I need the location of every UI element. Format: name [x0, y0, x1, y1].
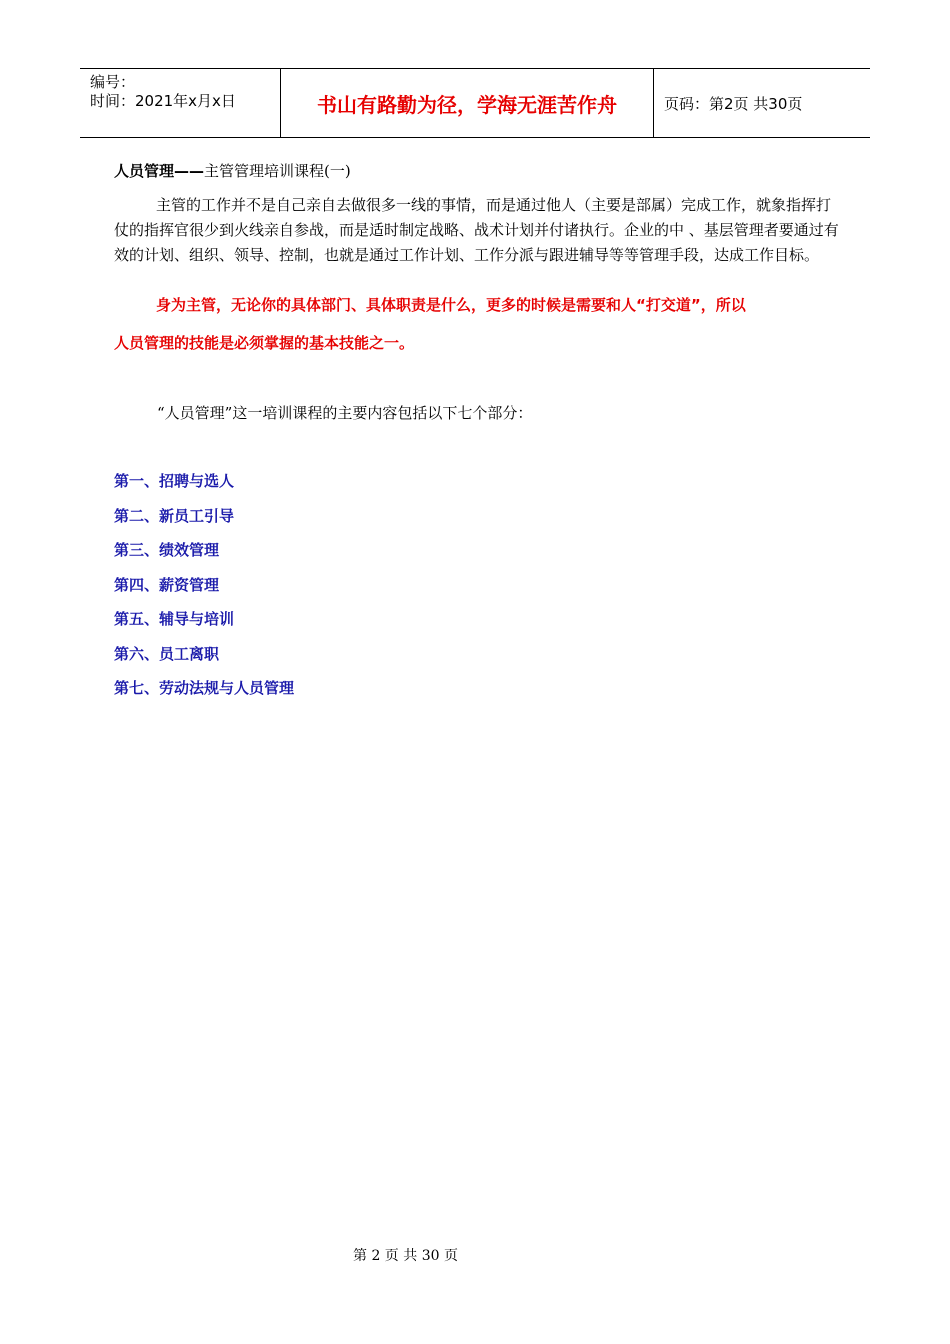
section-item: 第五、辅导与培训	[114, 610, 235, 628]
section-item: 第四、薪资管理	[114, 575, 220, 594]
section-item: 第六、员工离职	[114, 644, 220, 663]
header-motto: 书山有路勤为径，学海无涯苦作舟	[317, 92, 617, 117]
intro-paragraph: 主管的工作并不是自己亲自去做很多一线的事情，而是通过他人（主要是部属）完成工作，就象指挥打仗的指挥官很少到火线亲自参战，而是适时制定战略、战术计划并付诸执行。企业的中 、基层管理者要通过有效的计划、组织、领导、控制，也就是通过工作计划、工作分派与跟进辅导等等管理手段，达成工作目标。	[114, 196, 839, 264]
doc-title-bold: 人员管理——	[114, 162, 205, 180]
page-footer	[0, 1245, 950, 1265]
header-motto-cell	[281, 69, 654, 137]
header-page-info: 页码：第2页 共30页	[664, 94, 803, 113]
footer-page-number: 第 2 页 共 30 页	[353, 1248, 458, 1264]
emphasis-line-2: 人员管理的技能是必须掌握的基本技能之一。	[114, 334, 415, 352]
section-item: 第二、新员工引导	[114, 506, 235, 525]
section-item: 第一、招聘与选人	[114, 472, 235, 490]
doc-title-rest: 主管管理培训课程(一)	[204, 162, 351, 180]
section-item: 第七、劳动法规与人员管理	[114, 679, 295, 697]
header-left-cell	[80, 69, 281, 137]
section-list	[114, 468, 294, 710]
header-page-cell	[654, 69, 870, 137]
sections-intro: “人员管理”这一培训课程的主要内容包括以下七个部分：	[157, 404, 533, 422]
doc-date: 时间：2021年x月x日	[90, 92, 236, 110]
emphasis-line-1: 身为主管，无论你的具体部门、具体职责是什么，更多的时候是需要和人“打交道”，所以	[156, 296, 746, 314]
section-item: 第三、绩效管理	[114, 541, 220, 559]
page-header	[80, 68, 870, 138]
doc-number-label: 编号：	[90, 73, 136, 91]
doc-title	[114, 160, 351, 181]
